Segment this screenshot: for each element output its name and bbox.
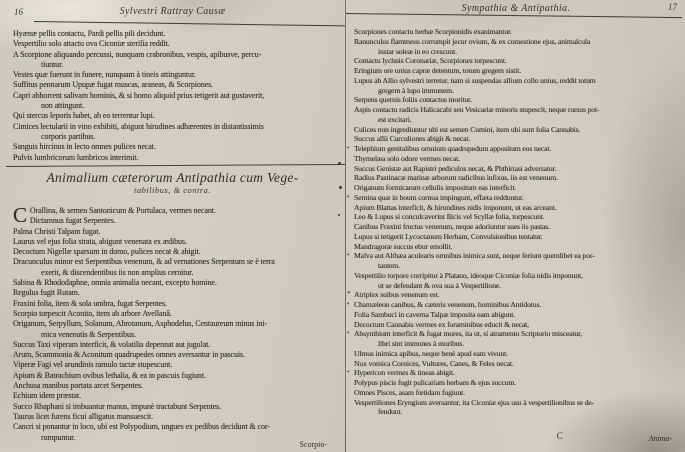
right-page-number: 17 [668,2,677,12]
text-line: Culices non ingrediuntur ubi est semen Cumini, item ubi sunt folia Cannabis. [354,124,581,134]
text-line: tiuntur. [41,59,64,69]
text-line: fendunt. [378,407,403,417]
ink-speck [338,214,340,216]
margin-mark: • [347,368,350,377]
signature-mark: C [556,431,563,441]
ink-speck [339,186,342,189]
text-line: • Hypericon vermes & tineas abigit. [347,368,455,378]
margin-mark: * [347,290,351,299]
text-line: Canibus Fraxini fructus venenum, neque adoriuntur sues iis pastas. [354,222,550,231]
text-line: Mandragoræ succus ebur emollit. [354,241,453,251]
text-line: Nux vomica Cornices, Vultures, Canes, & Feles necat. [354,358,514,368]
right-page-header [346,0,685,26]
text-line: Scorpiones contactu herbæ Scorpionidis exanimantur. [354,27,512,36]
text-line: tantem. [378,261,400,270]
text-line: Ulmus inimica apibus, neque benè apud eam vivunt. [354,348,508,358]
header-rule [34,21,345,27]
text-line: exerit, & discendentibus iis non amplius cernitur. [41,267,194,277]
text-line: Serpens quernis foliis contactus moritur. [354,95,472,105]
section-heading [0,170,345,195]
text-line: Laurus vel ejus folia strata, abigunt venenata ex ædibus. [13,236,187,246]
text-line: Qui stercus leporis habet, ab eo terrentur lupi. [13,111,155,121]
right-page [345,0,685,452]
text-line: Capri abhorrent salivam hominis, & si homo aliquid prius tetigerit aut gustaverit, [13,90,265,100]
text-line: libri sint immunes à muribus. [378,339,464,348]
left-page-number: 16 [14,7,23,17]
right-text-block [347,27,684,417]
text-line: C Orallina, & semen Santonicum & Portulaca, vermes necant. [13,203,216,227]
section-heading-line2: tabilibus, & contra. [133,185,212,195]
text-line: Sabina & Rhododaphne, omnia animalia necant, excepto homine. [13,278,217,288]
text-line: Aspis contactu radicis Halicacabi seu Vesicariæ minoris stupescit, neque rursus pot- [354,105,600,114]
text-line: Origanum, Serpyllum, Solanum, Abrotanum, Asphodelus, Centaureum minus ini- [13,319,267,329]
text-line: Succo Rhaphani si imbuantur manus, impunè tractabunt Serpentes. [13,401,222,411]
text-line: corporis partibus. [41,131,96,141]
text-line: Omnes Pisces, asam fœtidam fugiunt. [354,387,465,397]
text-line: Polypus piscis fugit pulicariam herbam & ejus succum. [354,378,517,387]
text-line: • Absynthium interficit & fugat mures, ita ut, si atramento Scriptorio misceatur, [347,329,583,339]
text-line: Lupus ab Allio sylvestri terretur, nam si suspendas allium collo unius, reddit totum [354,75,596,85]
text-line: • Chamæleon canibus, & cæteris venenum, hominibus Antidotus. [347,300,542,309]
left-running-title: Sylvestri Rattray Causæ [119,6,226,17]
text-line: Origanum formicarum cellulis impositum eas interficit. [354,183,517,192]
text-line: Hyænæ pellis contactu, Pardi pellis pili decidunt. [13,29,166,38]
right-running-title: Sympathia & Antipathia. [461,3,571,14]
text-line: * Atriplex suibus venenum est. [347,290,440,300]
margin-mark: • [347,251,350,260]
text-line: Eringium ore unius capræ detentum, totum gregem sistit. [354,66,522,75]
text-line: Succus allii Curculiones abigit & necat. [354,134,471,144]
catchword: Anima- [648,434,672,443]
text-line: rumpuntur. [41,432,76,442]
text-line: Viperæ Fagi vel arundinis ramulo tactæ stupescunt. [13,360,173,370]
text-line: Cimices lectularii in vino exhibiti, abigunt hirudines adhærentes in distantissimis [13,121,264,131]
text-line: A Scorpione aliquando percussi, nunquam crabronibus, vespis, apibusve, percu- [13,49,262,59]
text-line: Contactu lychnis Coronariæ, Scorpiones torpescunt. [354,56,507,66]
text-line: mica venenatis & Serpentibus. [41,329,136,339]
text-line: Sanguis hircinus in lecto omnes pulices necat. [13,142,156,152]
text-line: Palma Christi Talpam fugat. [13,226,101,236]
catchword: Scorpio- [299,440,327,449]
text-line: Taurus licet furens ficui alligatus mansuescit. [13,411,154,421]
text-line: est excitari. [378,114,412,124]
text-line: Echium idem præstat. [13,391,81,401]
text-line: Anchusa manibus portata arcet Serpentes. [13,381,143,391]
text-line: Radius Pastinacæ marinæ arborum radicibus infixus, iis est venenum. [354,173,558,183]
left-page-header [0,0,345,26]
text-line: Vespertilio torpore corripitur à Platano, ideoque Ciconiæ folia nidis imponunt, [354,270,583,280]
text-line: Scorpio torpescit Aconito, item ab arbore Avellanâ. [13,308,172,318]
text-line: • Malva aut Althæa aculearis omnibus inimica sunt, neque feriunt quemlibet ea por- [347,251,595,261]
ink-speck [338,162,341,165]
text-line: Succus Taxi viperam interficit, & volatilia depennat aut jugulat. [13,339,211,349]
left-text-block-1 [13,29,342,163]
text-line: • Telephium genitalibus omnium quadrupedum appositum eos necat. [347,144,552,153]
text-line: Dracunculus minor est Serpentibus venenum, & ad vernationes Serpentum se è terra [13,257,275,267]
text-line: Decoctum Nigellæ sparsum in domo, pulices necat & abigit. [13,247,201,257]
margin-mark: • [347,329,350,338]
margin-mark: • [347,192,350,201]
text-line: Vespertilio solo attactu ova Ciconiæ sterilia reddit. [13,39,170,49]
text-line: Ranunculus flammeus corrumpit jecur ovium, & ex comestione ejus, animalcula [354,36,591,46]
text-line: Pulvis lumbricorum lumbricos interimit. [13,152,139,162]
text-line: ut se defendant & ova sua à Vespertilione. [378,280,501,290]
text-line: Apium Blattas interficit, & hirundines nidis imponunt, ut eas arceant. [354,202,557,212]
text-line: Suffitus pennarum Upupæ fugat muscas, araneas, & Scorpiones. [13,80,214,90]
left-text-block-2 [13,203,342,443]
text-line: Decoctum Cannabis vermes ex foraminibus educit & necat, [354,319,529,329]
text-line: Cancri si ponantur in loco, ubi est Polypodium, ungues ex pedibus decidunt & cor- [13,422,270,432]
margin-mark: • [347,144,350,152]
section-divider-rule [6,164,345,167]
text-line: Fraxini folia, item & sola umbra, fugat Serpentes. [13,298,168,308]
text-line: Arum, Scammonia & Aconitum quadrupedes omnes aversantur in pascuis. [13,350,245,360]
margin-mark: • [347,300,350,308]
text-line: gregem à lupo immunem. [378,85,454,95]
section-heading-line1: Animalium cæterorum Antipathia cum Vege- [46,170,299,185]
text-line: Succus Genistæ aut Rapistri pediculos necat, & Phthiriasi adversatur. [354,163,557,173]
text-line: Leo & Lupus si conculcaverint Ilicis vel Scyllæ folia, torpescunt. [354,212,545,222]
text-line: Regulus fugit Rutam. [13,288,80,298]
text-line: Lupus si tetigerit Lycoctanum Herbam, Convulsionibus tentatur. [354,231,543,241]
text-line: Apium & Batrachium ovibus lethalia, & ea in pascuis fugiunt. [13,370,206,380]
text-line: Vestes quæ fuerunt in funere, nunquam à tineis attinguntur. [13,70,196,80]
text-line: Folia Sambuci in caverna Talpæ imposita eam abigunt. [354,309,516,319]
text-line: • Semina quæ in boum cornua impingunt, effæta redduntur. [347,192,524,202]
text-line: Thymelæa solo odore vermes necat. [354,153,460,163]
text-line: non attingunt. [41,101,85,111]
text-line: instar soleæ in eo crescunt. [378,46,457,56]
text-line: Vespertiliones Eryngium aversantur, ita Ciconiæ ejus usu à vespertilionibus se de- [354,397,594,407]
drop-cap: C [13,203,27,227]
text-line: Dictamnus fugat Serpentes. [29,216,116,226]
